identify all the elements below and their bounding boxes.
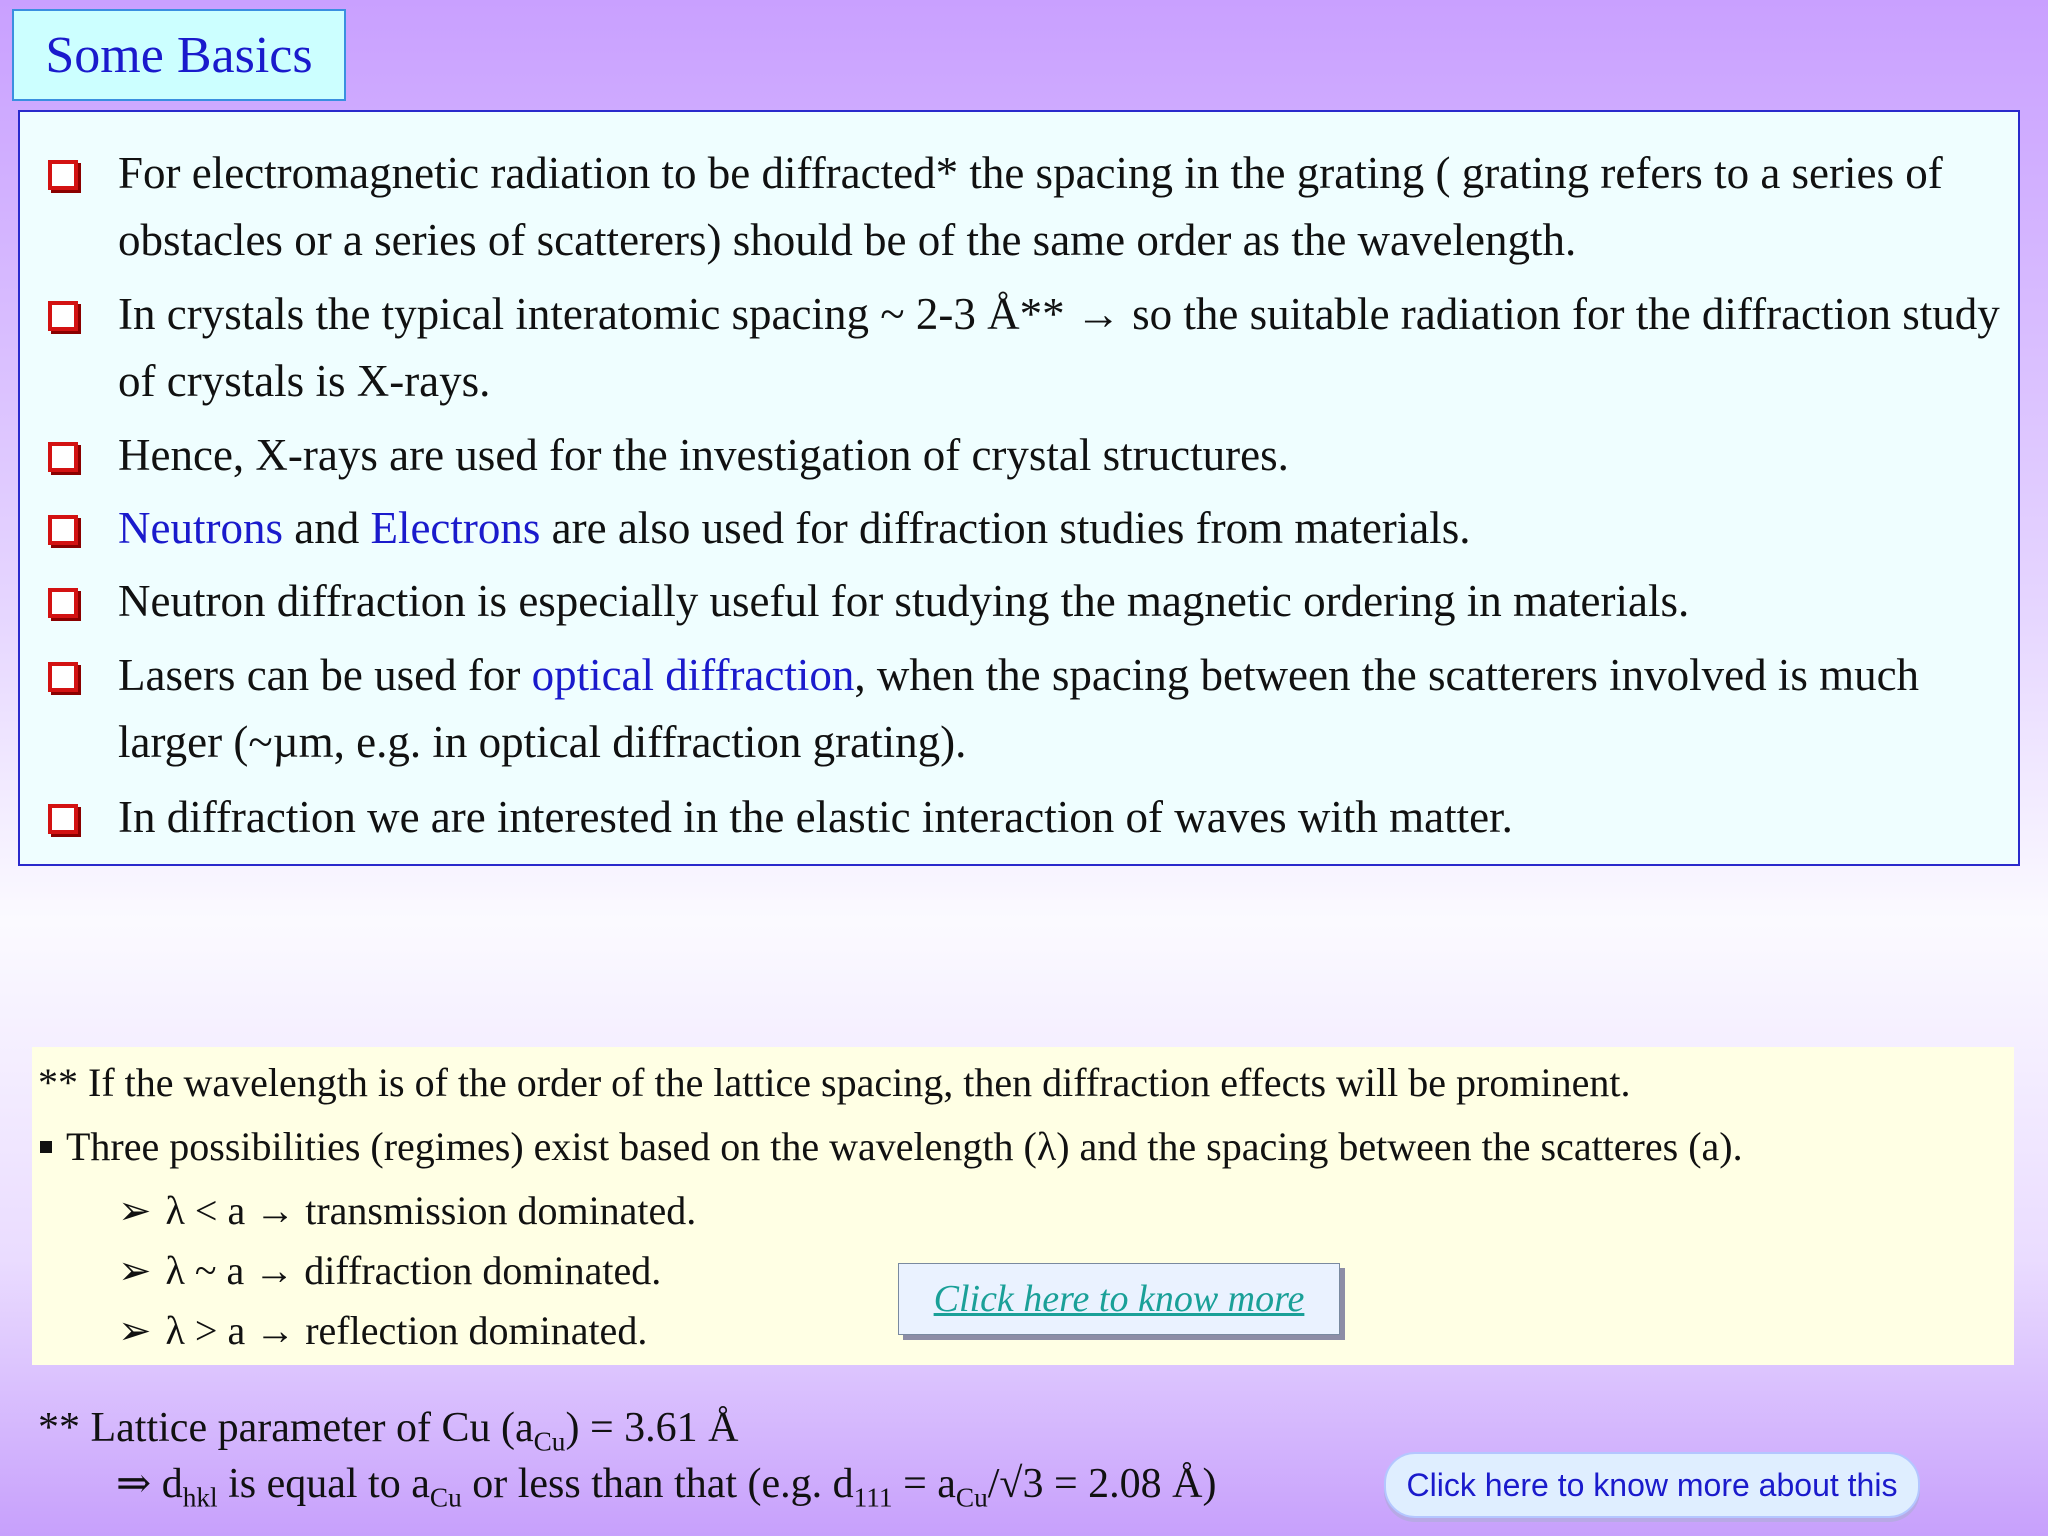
note-line-2: Three possibilities (regimes) exist based on the wavelength (λ) and the spacing between the scatteres (a). <box>40 1123 1743 1170</box>
arrowhead-bullet-icon: ➢ <box>118 1248 152 1293</box>
regime-item: ➢ λ < a → transmission dominated. <box>118 1188 697 1233</box>
d-spacing-line: ⇒ $d_{hkl}$ is equal to $a_{Cu}$ or less than that (e.g. $d_{111} = a_{Cu}/√3 = 2.08$ Å) <box>116 1461 1217 1513</box>
list-item-text: In diffraction we are interested in the elastic interaction of waves with matter. <box>118 792 1513 842</box>
checkbox-bullet-icon <box>48 442 78 472</box>
bullet-list-box <box>18 110 2020 866</box>
know-more-about-this-label[interactable]: Click here to know more about this <box>1406 1466 1898 1503</box>
regime-item: ➢ λ > a → reflection dominated. <box>118 1308 648 1353</box>
checkbox-bullet-icon <box>48 160 78 190</box>
arrowhead-bullet-icon: ➢ <box>118 1308 152 1353</box>
checkbox-bullet-icon <box>48 804 78 834</box>
know-more-link-button[interactable] <box>898 1263 1340 1335</box>
slide-title-box <box>12 9 346 101</box>
note-line-1: ** If the wavelength is of the order of the lattice spacing, then diffraction effects will be prominent. <box>38 1060 1631 1105</box>
arrowhead-bullet-icon: ➢ <box>118 1188 152 1233</box>
checkbox-bullet-icon <box>48 588 78 618</box>
checkbox-bullet-icon <box>48 515 78 545</box>
checkbox-bullet-icon <box>48 301 78 331</box>
optical-diffraction-term: optical diffraction <box>531 650 855 700</box>
list-item-text: For electromagnetic radiation to be diffracted* the spacing in the grating ( grating refers to a series of obstacles or a series of scatterers) should be of the same order as the wavelength. <box>118 148 1943 265</box>
regime-item: ➢ λ ~ a → diffraction dominated. <box>118 1248 662 1293</box>
list-item-text: Neutron diffraction is especially useful for studying the magnetic ordering in materials. <box>118 576 1690 626</box>
square-bullet-icon <box>40 1141 52 1153</box>
checkbox-bullet-icon <box>48 662 78 692</box>
neutrons-term: Neutrons <box>118 503 283 553</box>
slide-title: Some Basics <box>45 26 313 84</box>
know-more-about-this-button[interactable] <box>1384 1452 1920 1518</box>
list-item-text: Lasers can be used for optical diffraction, when the spacing between the scatterers involved is much larger (~µm, e.g. in optical diffraction grating). <box>118 650 1920 767</box>
electrons-term: Electrons <box>370 503 541 553</box>
list-item-text: Hence, X-rays are used for the investigation of crystal structures. <box>118 430 1289 480</box>
know-more-link-label[interactable]: Click here to know more <box>933 1278 1305 1320</box>
lattice-parameter-line: ** Lattice parameter of Cu $(a_{Cu}) = 3.61$ Å <box>38 1405 739 1457</box>
list-item-text: Neutrons and Electrons are also used for diffraction studies from materials. <box>118 503 1471 553</box>
list-item-text: In crystals the typical interatomic spacing ~ 2-3 Å** → so the suitable radiation for the diffraction study of crystals is X-rays. <box>118 289 2000 406</box>
